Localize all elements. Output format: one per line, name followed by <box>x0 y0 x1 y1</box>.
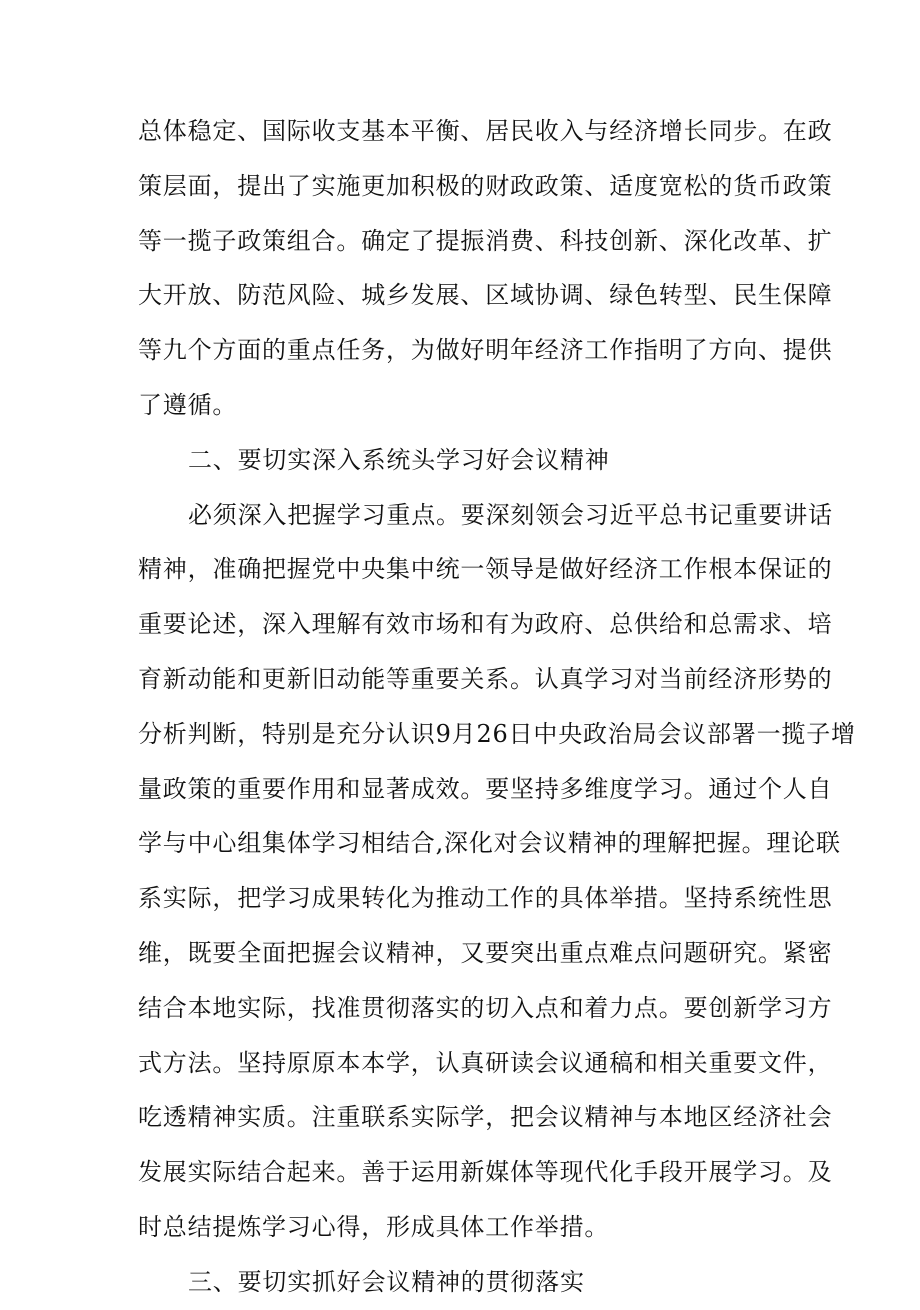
paragraph-line: 系实际，把学习成果转化为推动工作的具体举措。坚持系统性思 <box>138 884 833 913</box>
paragraph-line: 精神，准确把握党中央集中统一领导是做好经济工作根本保证的 <box>138 555 833 584</box>
paragraph-line: 育新动能和更新旧动能等重要关系。认真学习对当前经济形势的 <box>138 664 833 693</box>
paragraph-line: 结合本地实际，找准贯彻落实的切入点和着力点。要创新学习方 <box>138 993 833 1022</box>
document-body <box>138 104 856 1310</box>
paragraph-line: 时总结提炼学习心得，形成具体工作举措。 <box>138 1212 610 1241</box>
paragraph-line: 大开放、防范风险、城乡发展、区域协调、绿色转型、民生保障 <box>138 281 833 310</box>
paragraph-line: 等九个方面的重点任务，为做好明年经济工作指明了方向、提供 <box>138 336 833 365</box>
paragraph-line: 分析判断，特别是充分认识9月26日中央政治局会议部署一揽子增 <box>138 719 856 748</box>
section-heading-2: 二、要切实深入系统头学习好会议精神 <box>188 445 610 474</box>
paragraph-line: 式方法。坚持原原本本学，认真研读会议通稿和相关重要文件， <box>138 1048 833 1077</box>
paragraph-line: 发展实际结合起来。善于运用新媒体等现代化手段开展学习。及 <box>138 1158 833 1187</box>
paragraph-line: 学与中心组集体学习相结合,深化对会议精神的理解把握。理论联 <box>138 829 841 858</box>
paragraph-line: 维，既要全面把握会议精神，又要突出重点难点问题研究。紧密 <box>138 938 833 967</box>
paragraph-line: 重要论述，深入理解有效市场和有为政府、总供给和总需求、培 <box>138 610 833 639</box>
paragraph-line: 吃透精神实质。注重联系实际学，把会议精神与本地区经济社会 <box>138 1103 833 1132</box>
section-heading-3: 三、要切实抓好会议精神的贯彻落实 <box>188 1267 585 1296</box>
paragraph-line: 量政策的重要作用和显著成效。要坚持多维度学习。通过个人自 <box>138 774 833 803</box>
paragraph-line: 总体稳定、国际收支基本平衡、居民收入与经济增长同步。在政 <box>138 117 833 145</box>
paragraph-line: 策层面，提出了实施更加积极的财政政策、适度宽松的货币政策 <box>138 171 833 200</box>
paragraph-line: 必须深入把握学习重点。要深刻领会习近平总书记重要讲话 <box>188 500 833 529</box>
paragraph-line: 等一揽子政策组合。确定了提振消费、科技创新、深化改革、扩 <box>138 226 833 255</box>
paragraph-line: 了遵循。 <box>138 390 238 419</box>
